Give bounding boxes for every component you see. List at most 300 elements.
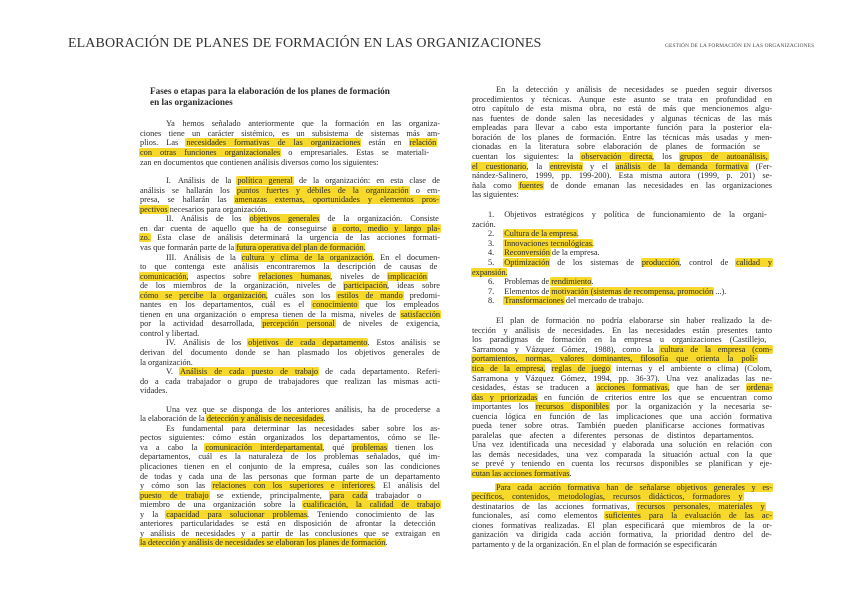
text-line-content	[472, 268, 508, 277]
text-line	[472, 530, 772, 540]
text-line-content	[166, 338, 440, 347]
text-run: destinatarios de las acciones formativas,	[472, 501, 638, 511]
text-line	[472, 181, 772, 191]
text-line-content	[140, 462, 440, 471]
highlighted-text: calidad y	[736, 257, 772, 267]
text-line	[472, 383, 772, 393]
text-run: Una vez identificada una necesidad y elaborada una solución en relación con	[472, 440, 772, 450]
text-line	[472, 326, 772, 336]
text-line-content	[472, 171, 772, 180]
text-line	[472, 421, 772, 431]
paragraph-group	[472, 210, 772, 305]
text-run: Análisis de la	[177, 176, 238, 186]
text-line-content	[140, 233, 440, 242]
highlighted-text: cultura de la empresa (com-	[660, 344, 772, 354]
text-line	[472, 354, 772, 364]
text-line-content	[166, 176, 440, 185]
paragraph	[472, 483, 772, 550]
highlighted-text: cualificación, la calidad de trabajo	[303, 500, 440, 510]
text-line-content	[488, 296, 644, 305]
list-number: IV.	[166, 338, 176, 348]
text-run: .	[323, 414, 326, 424]
text-line	[140, 291, 440, 301]
text-run: , aspectos sobre	[186, 271, 259, 281]
text-run: , los	[652, 152, 680, 162]
text-run: pueda tener sobre otras. También pueden planificarse acciones formativas	[472, 421, 765, 431]
text-line	[140, 300, 440, 310]
text-line-content	[472, 104, 772, 113]
text-line	[472, 374, 772, 384]
highlighted-text: comunicación interdepartamental	[205, 442, 323, 452]
text-run: Análisis de los	[182, 338, 249, 348]
text-line-content	[140, 186, 440, 195]
text-line	[140, 186, 440, 196]
list-number: 8.	[488, 296, 495, 306]
text-line	[472, 133, 772, 143]
list-number: V.	[166, 367, 173, 377]
text-line	[140, 319, 440, 329]
text-line-content	[140, 500, 440, 509]
text-run: Sarramona y Vázquez Gómez, 1988), como la	[472, 344, 661, 354]
highlighted-text: pectivos	[140, 204, 168, 214]
text-run: se extiende, principalmente,	[208, 490, 330, 500]
text-line	[472, 123, 772, 133]
text-run: , la	[526, 161, 550, 171]
highlighted-text: política general	[237, 176, 293, 186]
highlighted-text: puntos fuertes y débiles de la organización	[236, 185, 409, 195]
highlighted-text: objetivos de cada departamento	[248, 338, 368, 348]
text-run: de cada departamento. Referi-	[318, 367, 440, 377]
highlighted-text: el cuestionario	[472, 161, 527, 171]
highlighted-text: cutan las acciones formativas	[472, 468, 570, 478]
list-number: 5.	[488, 257, 495, 267]
text-line-content	[140, 272, 427, 281]
text-run: nández-Salinero, 1999, pp. 199-200). Esta misma autora (1999, p. 201) se-	[472, 171, 772, 181]
highlighted-text: Optimización	[504, 257, 550, 267]
text-run: . En el documen-	[372, 252, 440, 262]
highlighted-text: suficientes para la evaluación de las ac-	[605, 511, 772, 521]
list-item	[140, 338, 440, 367]
text-run: por la actividad desarrollada,	[140, 319, 263, 329]
text-line	[472, 440, 772, 450]
text-line	[140, 205, 440, 215]
text-line-content	[472, 354, 757, 363]
text-run: de la empresa.	[549, 248, 600, 258]
text-line	[140, 481, 440, 491]
text-run: . Teniendo conocimiento de las	[307, 509, 435, 519]
text-line	[472, 239, 772, 249]
text-line	[472, 402, 772, 412]
highlighted-text: participación	[343, 281, 388, 291]
text-line-content	[472, 114, 772, 123]
text-line	[140, 358, 440, 368]
text-line-content	[140, 386, 167, 395]
text-line	[472, 345, 772, 355]
text-line	[140, 195, 440, 205]
text-line	[140, 443, 440, 453]
text-line	[140, 424, 440, 434]
highlighted-text: puesto de trabajo	[140, 490, 209, 500]
text-line-content	[472, 383, 772, 392]
text-run: Análisis de los	[180, 214, 250, 224]
text-line	[472, 171, 772, 181]
text-line	[472, 364, 772, 374]
text-run: .	[591, 277, 594, 287]
text-line-content	[140, 281, 440, 290]
text-line	[472, 469, 772, 479]
paragraph	[140, 424, 440, 548]
book-running-head: GESTIÓN DE LA FORMACIÓN EN LAS ORGANIZACIONES	[665, 43, 815, 49]
text-line-content	[140, 358, 193, 367]
text-line-content	[472, 335, 766, 344]
highlighted-text: objetivos generales	[249, 214, 320, 224]
text-line-content	[472, 431, 754, 440]
text-run: en dar cuenta de aquello que ha de conseguirse	[140, 223, 333, 233]
text-run: , control de	[679, 257, 737, 267]
highlighted-text: fuentes	[519, 180, 544, 190]
text-line-content	[472, 440, 772, 449]
text-line-content	[140, 129, 440, 138]
highlighted-text: necesidades formativas de las organizaciones	[186, 138, 361, 148]
text-run: los paradigmas de formación en la empresa u organizaciones (Castillejo,	[472, 335, 767, 345]
text-run: Análisis de la	[183, 252, 242, 262]
highlighted-text: futura operativa del plan de formación	[236, 242, 364, 252]
highlighted-text: capacidad para solucionar problemas	[166, 509, 308, 519]
text-line-content	[472, 123, 772, 132]
text-run: nantes en los departamentos, cuál es el	[140, 300, 313, 310]
text-line-content	[472, 450, 772, 459]
text-run: zan en documentos que contienen análisis diversos como los siguientes:	[140, 157, 379, 167]
paragraph-group	[472, 316, 772, 549]
list-item	[472, 277, 772, 287]
text-run: Elementos de	[504, 286, 552, 296]
text-run: internas y el ambiente o clima) (Colom,	[609, 363, 772, 373]
text-line-content	[140, 377, 440, 386]
text-line-content	[472, 469, 572, 478]
text-line	[140, 433, 440, 443]
highlighted-text: amenazas externas, oportunidades y elementos pros-	[234, 195, 439, 205]
text-line	[472, 450, 772, 460]
text-line	[140, 377, 440, 387]
text-line-content	[488, 239, 594, 248]
list-item	[472, 258, 772, 277]
text-run: y el	[582, 161, 616, 171]
highlighted-text: recursos disponibles	[535, 402, 609, 412]
text-run: Ya hemos señalado anteriormente que la formación en las organiza-	[166, 119, 440, 129]
list-item	[140, 253, 440, 339]
text-line	[472, 114, 772, 124]
text-run: Una vez que se disponga de los anteriores análisis, ha de procederse a	[166, 404, 440, 414]
text-run: , que han de ser	[667, 383, 747, 393]
text-line-content	[140, 452, 440, 461]
text-run: .	[592, 238, 595, 248]
text-run: Sarramona y Vázquez Gómez, 1994, pp. 36-37). Una vez analizadas las ne-	[472, 373, 772, 383]
text-run: ,	[543, 363, 552, 373]
text-run: El plan de formación no podría elaborarse sin haber realizado la de-	[496, 316, 772, 326]
list-item	[472, 210, 772, 229]
text-line-content	[166, 119, 440, 128]
text-line-content	[472, 162, 772, 171]
text-line	[140, 338, 440, 348]
text-line-content	[488, 277, 593, 286]
highlighted-text: con otras funciones organizacionales	[140, 148, 281, 158]
text-line-content	[140, 262, 437, 271]
text-run: boración de los planes de formación. Entre las técnicas más usadas y men-	[472, 132, 772, 142]
list-number: III.	[166, 252, 177, 262]
list-item	[472, 229, 772, 239]
text-line	[140, 224, 440, 234]
text-line-content	[472, 345, 772, 354]
text-run: se prevé y teniendo en cuenta los recursos disponibles se planifican y eje-	[472, 459, 772, 469]
text-line	[472, 502, 772, 512]
text-line	[472, 104, 772, 114]
text-run: , niveles de	[330, 271, 388, 281]
text-line-content	[488, 229, 579, 238]
list-item	[140, 367, 440, 396]
highlighted-text: Transformaciones	[504, 296, 564, 306]
text-line	[472, 335, 772, 345]
text-run: de la organización. Consiste	[319, 214, 439, 224]
highlighted-text: grupos de autoanálisis,	[679, 152, 768, 162]
highlighted-text: cómo se percibe la organización	[140, 290, 266, 300]
text-run: paralelas que afecten a diferentes personas de distintos departamentos.	[472, 430, 754, 440]
list-number: 7.	[488, 286, 495, 296]
text-run: de los miembros de la organización, niveles de	[140, 281, 344, 291]
text-line	[140, 348, 440, 358]
highlighted-text: Cultura de la empresa	[504, 229, 577, 239]
text-line-content	[472, 326, 772, 335]
page-running-title: ELABORACIÓN DE PLANES DE FORMACIÓN EN LAS ORGANIZACIONES	[68, 36, 542, 51]
text-line	[140, 129, 440, 139]
highlighted-text: reglas de juego	[551, 363, 610, 373]
list-item	[472, 239, 772, 249]
highlighted-text: entrevista	[549, 161, 583, 171]
text-line	[472, 220, 772, 230]
paragraph	[140, 405, 440, 424]
text-run: la organización.	[140, 357, 193, 367]
text-run: por la organización y la necesaria se-	[608, 402, 772, 412]
text-run: derivan del documento donde se han plasmado los objetivos generales de	[140, 347, 440, 357]
text-run: las siguientes:	[472, 190, 519, 200]
text-line	[472, 459, 772, 469]
text-run: las demás necesidades, una vez comparada la situación actual con la que	[472, 449, 772, 459]
text-line	[140, 329, 440, 339]
text-line-content	[472, 374, 772, 383]
list-number: 6.	[488, 277, 495, 287]
highlighted-text: relaciones con los superiores e inferiores	[212, 481, 374, 491]
text-run: anteriores particularidades se está en disposición de afrontar la detección	[140, 519, 436, 529]
section-heading-line: en las organizaciones	[150, 97, 233, 107]
text-run: importantes los	[472, 402, 536, 412]
paragraph-group	[472, 85, 772, 200]
highlighted-text: producción	[641, 257, 680, 267]
text-line-content	[496, 85, 772, 94]
highlighted-text: observación directa	[581, 152, 652, 162]
highlighted-text: problemas	[352, 442, 388, 452]
text-run: o empresariales. Estas se materiali-	[280, 148, 430, 158]
text-line	[140, 414, 440, 424]
text-line-content	[140, 538, 387, 547]
text-run: cesidades, éstas se traducen a	[472, 383, 597, 393]
text-line	[472, 492, 772, 502]
text-line	[140, 138, 440, 148]
text-line	[472, 142, 772, 152]
text-line	[140, 281, 440, 291]
text-run: tienen en una organización o empresa tienen de la misma, niveles de	[140, 309, 401, 319]
text-line	[140, 529, 440, 539]
text-line-content	[472, 521, 772, 530]
text-run: de todas y cada una de las personas que forman parte de un departamento	[140, 471, 440, 481]
highlighted-text: Para cada acción formativa han de señalarse objetivos generales y es-	[496, 482, 772, 492]
text-line-content	[472, 181, 772, 190]
text-line	[140, 262, 440, 272]
text-run: .	[385, 538, 388, 548]
highlighted-text: a corto, medio y largo pla-	[332, 223, 440, 233]
text-line-content	[472, 142, 760, 151]
text-run: de la organización: en esta clase de	[292, 176, 440, 186]
highlighted-text: comunicación	[140, 271, 187, 281]
highlighted-text: relación	[409, 138, 437, 148]
highlighted-text: Análisis de cada puesto de trabajo	[180, 367, 319, 377]
text-line-content	[166, 214, 439, 223]
text-line	[472, 521, 772, 531]
text-run: presa, se hallarán las	[140, 195, 235, 205]
text-line-content	[472, 364, 772, 373]
text-run: funcionales, así como elementos	[472, 511, 606, 521]
text-run: ciones formativas realizadas. El plan especificará que miembros de la or-	[472, 520, 772, 530]
text-run: departamentos, cuál es la naturaleza de los problemas señalados, qué im-	[140, 452, 440, 462]
text-line-content	[166, 424, 440, 433]
text-run: predomi-	[402, 290, 440, 300]
text-line-content	[140, 300, 439, 309]
text-line-content	[472, 421, 765, 430]
highlighted-text: la detección y análisis de necesidades se elaboran los planes de formación	[140, 538, 386, 548]
text-line	[140, 500, 440, 510]
text-run: de donde emanan las necesidades en las organizaciones	[543, 180, 773, 190]
text-line-content	[166, 405, 440, 414]
text-run: .	[505, 267, 508, 277]
text-run: análisis se hallarán los	[140, 185, 237, 195]
text-line	[140, 386, 440, 396]
highlighted-text: relaciones humanas	[258, 271, 331, 281]
text-line	[140, 310, 440, 320]
text-run: Problemas de	[504, 277, 552, 287]
text-run: , cuáles son los	[265, 290, 338, 300]
text-line	[140, 233, 440, 243]
text-line-content	[472, 530, 772, 539]
text-line	[472, 511, 772, 521]
text-line	[140, 243, 440, 253]
text-line	[472, 95, 772, 105]
text-run: y la	[140, 509, 167, 519]
text-run: de los sistemas de	[549, 257, 642, 267]
highlighted-text: expansión	[472, 267, 506, 277]
text-run: .	[569, 468, 572, 478]
highlighted-text: ordena-	[746, 383, 772, 393]
highlighted-text: portamientos, normas, valores dominantes, filosofía que orienta la polí-	[472, 354, 758, 364]
paragraph-group	[140, 176, 440, 396]
text-line-content	[140, 491, 421, 500]
text-run: . El análisis del	[373, 481, 440, 491]
text-run: ...).	[713, 286, 727, 296]
text-line-content	[472, 133, 772, 142]
text-run: .	[576, 229, 579, 239]
text-run: empleadas para llevar a cabo esta importante función para la posterior ela-	[472, 123, 772, 133]
section-heading	[140, 86, 440, 108]
list-number: I.	[166, 176, 171, 186]
list-number: 1.	[488, 210, 495, 220]
highlighted-text: pecíficos, contenidos, metodologías, recursos didácticos, formadores y	[472, 492, 743, 502]
text-line-content	[140, 348, 440, 357]
text-run: y cómo son las	[140, 481, 213, 491]
text-run: la elaboración de la	[140, 414, 207, 424]
text-run: ciones tiene un carácter sistémico, es un subsistema de sistemas más am-	[140, 128, 440, 138]
text-line-content	[166, 253, 440, 262]
text-run: pectos siguientes: cómo están organizados los departamentos, cómo se lle-	[140, 433, 440, 443]
text-run: . Estos análisis se	[367, 338, 441, 348]
text-line-content	[140, 148, 429, 157]
highlighted-text: Reconversión	[504, 248, 550, 258]
text-line-content	[140, 319, 440, 328]
text-line-content	[140, 205, 267, 214]
text-line	[140, 253, 440, 263]
text-run: en función de criterios entre los que se encuentran como	[537, 392, 772, 402]
text-line-content	[472, 492, 743, 501]
text-run: , qué	[322, 442, 353, 452]
highlighted-text: cultura y clima de la organización	[241, 252, 373, 262]
text-run: miembro de una organización sobre la	[140, 500, 304, 510]
highlighted-text: detección y análisis de necesidades	[206, 414, 324, 424]
text-run: , ideas sobre	[387, 281, 440, 291]
highlighted-text: motivación (sistemas de recompensa, promoción	[551, 286, 714, 296]
text-run: están en	[360, 138, 410, 148]
text-line-content	[140, 472, 440, 481]
text-run: control y libertad.	[140, 328, 200, 338]
text-line-content	[472, 95, 772, 104]
text-run: ganización va dirigida cada acción formativa, la prioridad dentro del de-	[472, 530, 772, 540]
list-item	[472, 296, 772, 306]
text-run: Esta clase de análisis determinará la urgencia de las acciones formati-	[149, 233, 440, 243]
list-number: 3.	[488, 238, 495, 248]
text-run: cionadas en la literatura sobre elaboración de planes de formación se	[472, 142, 761, 152]
text-line-content	[140, 243, 366, 252]
highlighted-text: das y priorizadas	[472, 392, 538, 402]
list-number: 2.	[488, 229, 495, 239]
text-run: Objetivos estratégicos y política de funcionamiento de la organi-	[504, 210, 767, 220]
text-line-content	[472, 152, 768, 161]
list-number: II.	[166, 214, 174, 224]
list-item	[140, 214, 440, 252]
highlighted-text: conocimiento	[312, 300, 358, 310]
text-line-content	[472, 412, 772, 421]
text-line	[140, 148, 440, 158]
text-run: y análisis de necesidades y a partir de las conclusiones que se extraigan en	[140, 528, 440, 538]
text-run: cuentan los siguientes: la	[472, 152, 582, 162]
text-line-content	[140, 529, 440, 538]
text-line	[140, 462, 440, 472]
text-run: nas fuentes de donde salen las necesidades y algunas técnicas de las más	[472, 113, 772, 123]
text-line	[472, 162, 772, 172]
text-line	[472, 85, 772, 95]
highlighted-text: percepción personal	[262, 319, 335, 329]
text-run: del mercado de trabajo.	[563, 296, 644, 306]
text-line-content	[472, 220, 496, 229]
text-run: cuencia lógica en función de las implicaciones que una acción formativa	[472, 411, 772, 421]
text-line	[472, 483, 772, 493]
text-run: de niveles de exigencia,	[334, 319, 440, 329]
list-item	[472, 287, 772, 297]
text-line	[472, 393, 772, 403]
